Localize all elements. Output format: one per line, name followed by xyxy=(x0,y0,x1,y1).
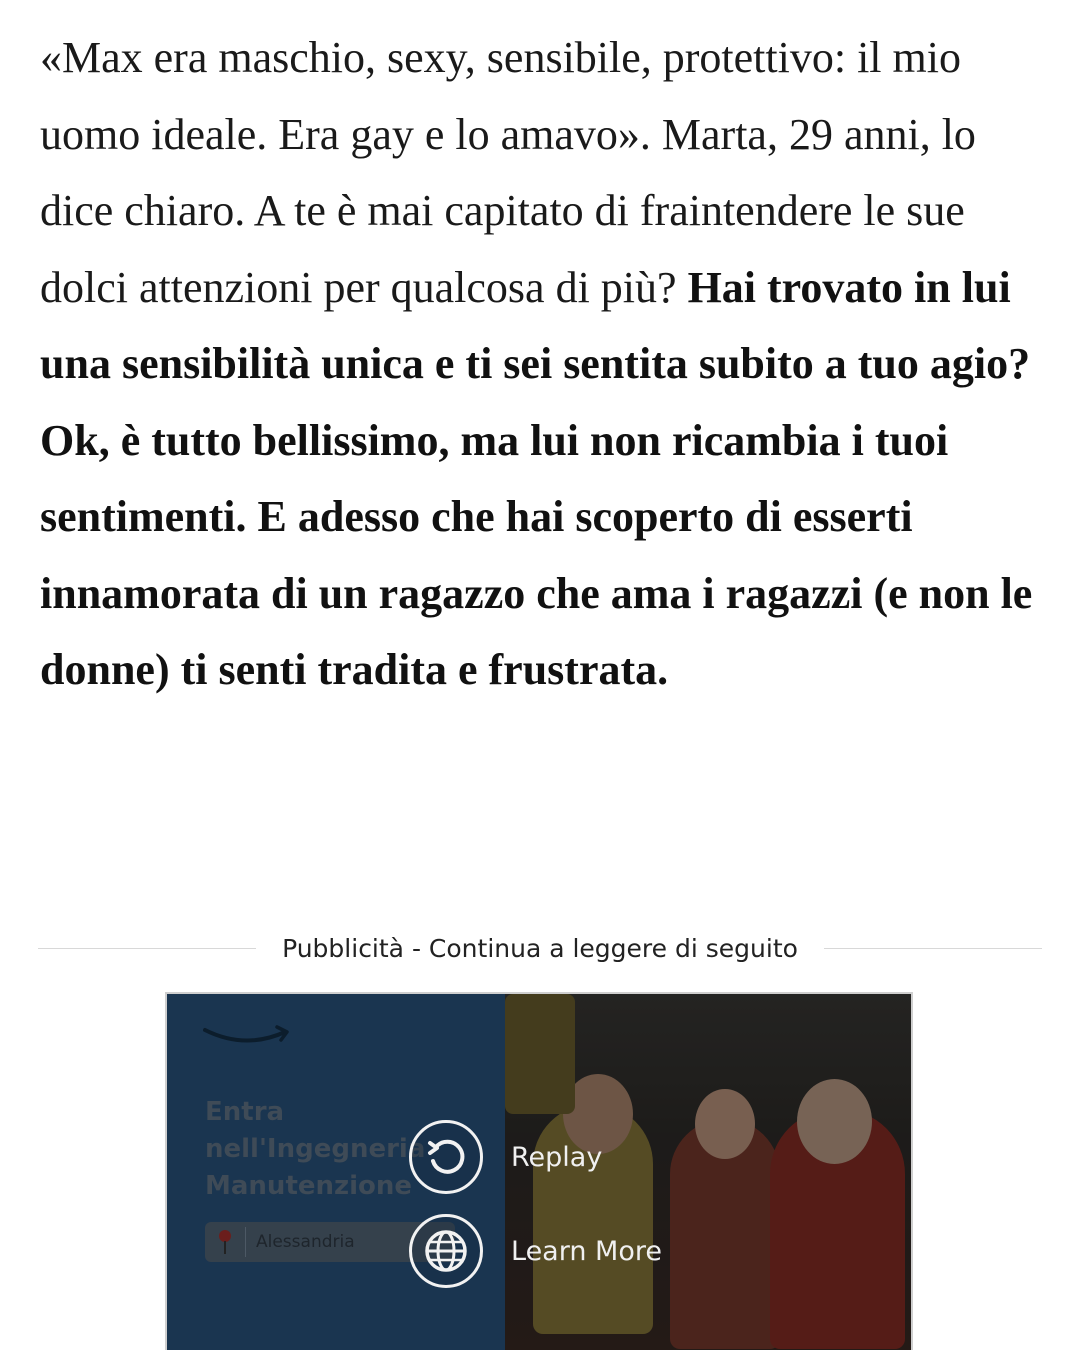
replay-button[interactable] xyxy=(409,1120,602,1194)
ad-headline xyxy=(205,1094,425,1205)
map-pin-icon xyxy=(205,1227,246,1257)
ad-headline-line-1: Entra xyxy=(205,1097,285,1127)
ad-separator-line-right xyxy=(824,948,1042,949)
ad-headline-line-3: Manutenzione xyxy=(205,1171,413,1201)
ad-label: Pubblicità - Continua a leggere di seguito xyxy=(282,933,798,963)
ad-location-value: Alessandria xyxy=(256,1232,355,1252)
article-text-bold: Hai trovato in lui una sensibilità unica e ti sei sentita subito a tuo agio? Ok, è tutto bellissimo, ma lui non ricambia i tuoi sentimenti. E adesso che hai scoperto di esserti innamorata di un ragazzo che ama i ragazzi (e non le donne) ti senti tradita e frustrata. xyxy=(40,262,1033,694)
article-paragraph xyxy=(40,20,1050,709)
amazon-smile-logo xyxy=(203,1024,293,1046)
ad-banner[interactable] xyxy=(165,992,913,1350)
ad-separator-line-left xyxy=(38,948,256,949)
replay-label: Replay xyxy=(511,1141,603,1173)
learn-more-label: Learn More xyxy=(511,1235,662,1267)
learn-more-button[interactable] xyxy=(409,1214,662,1288)
article-text-regular: «Max era maschio, sexy, sensibile, protettivo: il mio uomo ideale. Era gay e lo amavo». Marta, 29 anni, lo dice chiaro. A te è mai capitato di fraintendere le sue dolci attenzioni per qualcosa di più? xyxy=(40,33,976,312)
globe-icon xyxy=(409,1214,483,1288)
replay-icon xyxy=(409,1120,483,1194)
ad-separator xyxy=(38,928,1042,968)
ad-headline-line-2: nell'Ingegneria xyxy=(205,1134,426,1164)
